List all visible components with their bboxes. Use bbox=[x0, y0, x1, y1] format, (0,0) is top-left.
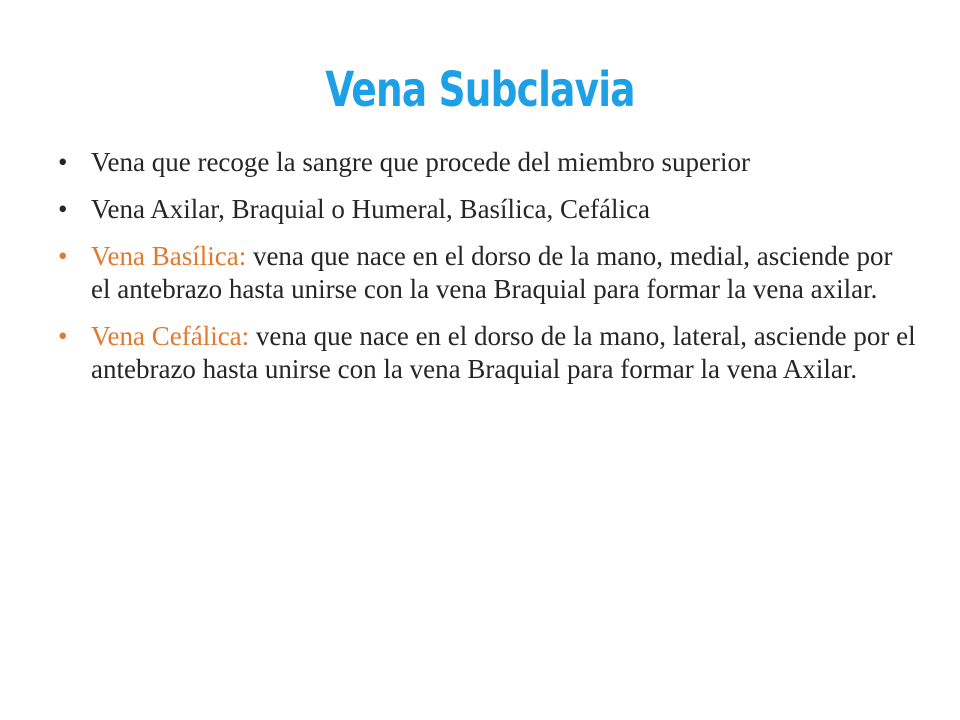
bullet-list bbox=[56, 146, 916, 400]
bullet-item bbox=[56, 193, 916, 226]
bullet-text: vena que nace en el dorso de la mano, medial, asciende por el antebrazo hasta unirse con la vena Braquial para formar la vena axilar. bbox=[91, 241, 893, 304]
term-label: Vena Basílica: bbox=[91, 241, 247, 271]
bullet-item-basilica bbox=[56, 240, 916, 306]
bullet-dot-icon: • bbox=[58, 194, 68, 224]
bullet-item bbox=[56, 146, 916, 179]
bullet-text: Vena Axilar, Braquial o Humeral, Basílica, Cefálica bbox=[91, 194, 650, 224]
bullet-dot-icon: • bbox=[58, 321, 68, 351]
bullet-text: vena que nace en el dorso de la mano, lateral, asciende por el antebrazo hasta unirse con la vena Braquial para formar la vena Axilar. bbox=[91, 321, 916, 384]
bullet-item-cefalica bbox=[56, 320, 916, 386]
bullet-dot-icon: • bbox=[58, 241, 68, 271]
bullet-text: Vena que recoge la sangre que procede del miembro superior bbox=[91, 147, 750, 177]
term-label: Vena Cefálica: bbox=[91, 321, 250, 351]
slide-title: Vena Subclavia bbox=[325, 62, 635, 118]
bullet-dot-icon: • bbox=[58, 147, 68, 177]
